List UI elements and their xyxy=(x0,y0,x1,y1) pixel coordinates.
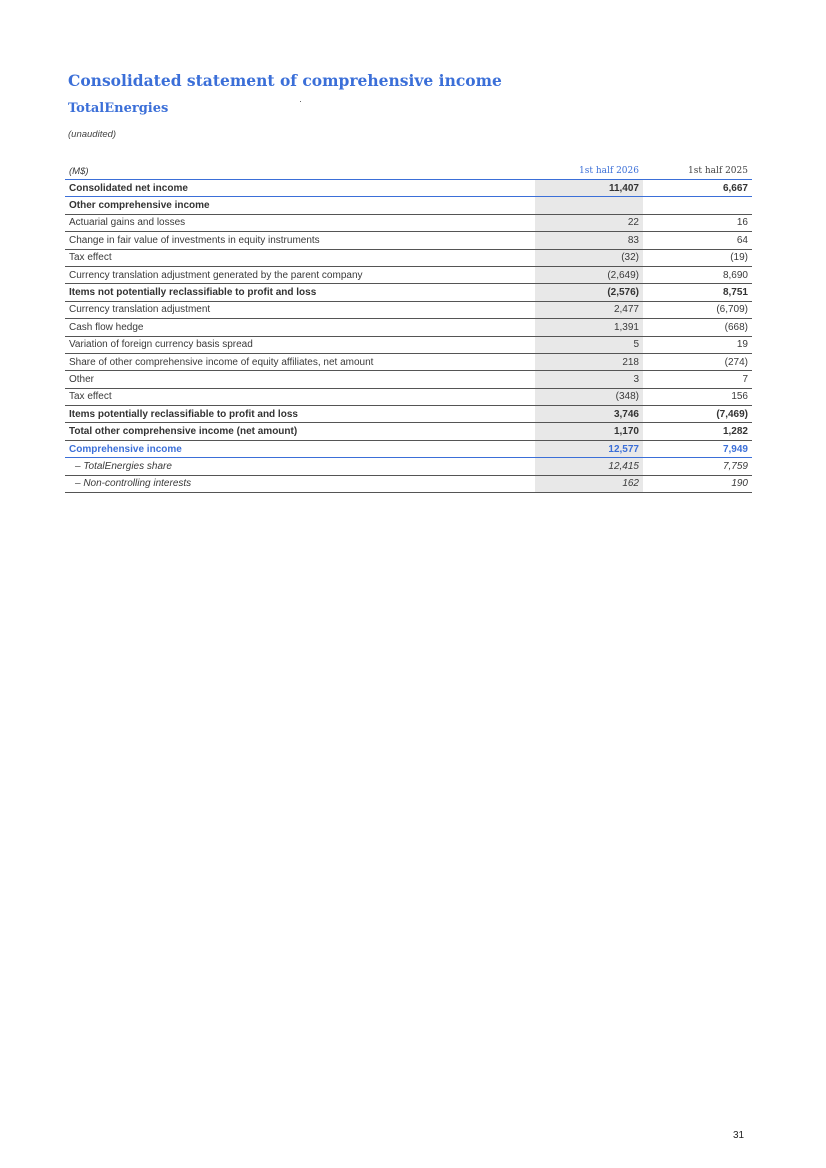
value-previous: (274) xyxy=(643,353,752,370)
page-title: Consolidated statement of comprehensive income xyxy=(68,71,502,90)
table-row xyxy=(65,458,752,475)
value-previous: 190 xyxy=(643,475,752,492)
row-label: Currency translation adjustment generated by the parent company xyxy=(65,266,535,283)
row-label: Total other comprehensive income (net amount) xyxy=(65,423,535,440)
row-label: Tax effect xyxy=(65,388,535,405)
comprehensive-income-table xyxy=(65,163,752,493)
table-row xyxy=(65,319,752,336)
table-row xyxy=(65,336,752,353)
table-row xyxy=(65,232,752,249)
table-row xyxy=(65,475,752,492)
value-current: 11,407 xyxy=(535,180,643,197)
table-row xyxy=(65,266,752,283)
unaudited-note: (unaudited) xyxy=(68,129,117,140)
value-current: 2,477 xyxy=(535,301,643,318)
value-current: (2,576) xyxy=(535,284,643,301)
row-label: Cash flow hedge xyxy=(65,319,535,336)
value-current: 3,746 xyxy=(535,406,643,423)
value-previous: 64 xyxy=(643,232,752,249)
row-label: Other comprehensive income xyxy=(65,197,535,214)
value-current: 3 xyxy=(535,371,643,388)
value-previous: (6,709) xyxy=(643,301,752,318)
value-current: (348) xyxy=(535,388,643,405)
value-current: 1,170 xyxy=(535,423,643,440)
value-current: 218 xyxy=(535,353,643,370)
table-row xyxy=(65,214,752,231)
row-label: Currency translation adjustment xyxy=(65,301,535,318)
value-previous: 7,759 xyxy=(643,458,752,475)
column-header-previous: 1st half 2025 xyxy=(643,163,752,180)
table-row xyxy=(65,440,752,457)
value-previous: 6,667 xyxy=(643,180,752,197)
value-previous: 16 xyxy=(643,214,752,231)
stray-dot xyxy=(300,101,301,102)
value-previous: 7,949 xyxy=(643,440,752,457)
table-body xyxy=(65,180,752,493)
value-current: 162 xyxy=(535,475,643,492)
row-label: Actuarial gains and losses xyxy=(65,214,535,231)
column-header-current: 1st half 2026 xyxy=(535,163,643,180)
value-previous xyxy=(643,197,752,214)
value-current: 83 xyxy=(535,232,643,249)
table-row xyxy=(65,388,752,405)
value-previous: 8,690 xyxy=(643,266,752,283)
value-current: 22 xyxy=(535,214,643,231)
table-row xyxy=(65,423,752,440)
table-row xyxy=(65,249,752,266)
value-current xyxy=(535,197,643,214)
row-label: – TotalEnergies share xyxy=(65,458,535,475)
value-current: 12,415 xyxy=(535,458,643,475)
table-row xyxy=(65,284,752,301)
value-previous: 156 xyxy=(643,388,752,405)
table-row xyxy=(65,353,752,370)
value-previous: 7 xyxy=(643,371,752,388)
value-current: 5 xyxy=(535,336,643,353)
row-label: Consolidated net income xyxy=(65,180,535,197)
value-previous: (668) xyxy=(643,319,752,336)
value-previous: 19 xyxy=(643,336,752,353)
row-label: Comprehensive income xyxy=(65,440,535,457)
value-current: (2,649) xyxy=(535,266,643,283)
table-header-row xyxy=(65,163,752,180)
value-previous: 8,751 xyxy=(643,284,752,301)
value-current: 12,577 xyxy=(535,440,643,457)
value-current: 1,391 xyxy=(535,319,643,336)
value-previous: (19) xyxy=(643,249,752,266)
row-label: Items not potentially reclassifiable to profit and loss xyxy=(65,284,535,301)
row-label: Change in fair value of investments in equity instruments xyxy=(65,232,535,249)
row-label: Variation of foreign currency basis spread xyxy=(65,336,535,353)
row-label: Other xyxy=(65,371,535,388)
value-previous: 1,282 xyxy=(643,423,752,440)
page-number: 31 xyxy=(733,1130,745,1141)
row-label: Share of other comprehensive income of equity affiliates, net amount xyxy=(65,353,535,370)
value-current: (32) xyxy=(535,249,643,266)
table-row xyxy=(65,180,752,197)
unit-label: (M$) xyxy=(65,163,535,180)
row-label: Tax effect xyxy=(65,249,535,266)
row-label: Items potentially reclassifiable to profit and loss xyxy=(65,406,535,423)
company-name: TotalEnergies xyxy=(68,101,169,116)
table-row xyxy=(65,301,752,318)
value-previous: (7,469) xyxy=(643,406,752,423)
table-row xyxy=(65,406,752,423)
table-row xyxy=(65,371,752,388)
row-label: – Non-controlling interests xyxy=(65,475,535,492)
table-row xyxy=(65,197,752,214)
